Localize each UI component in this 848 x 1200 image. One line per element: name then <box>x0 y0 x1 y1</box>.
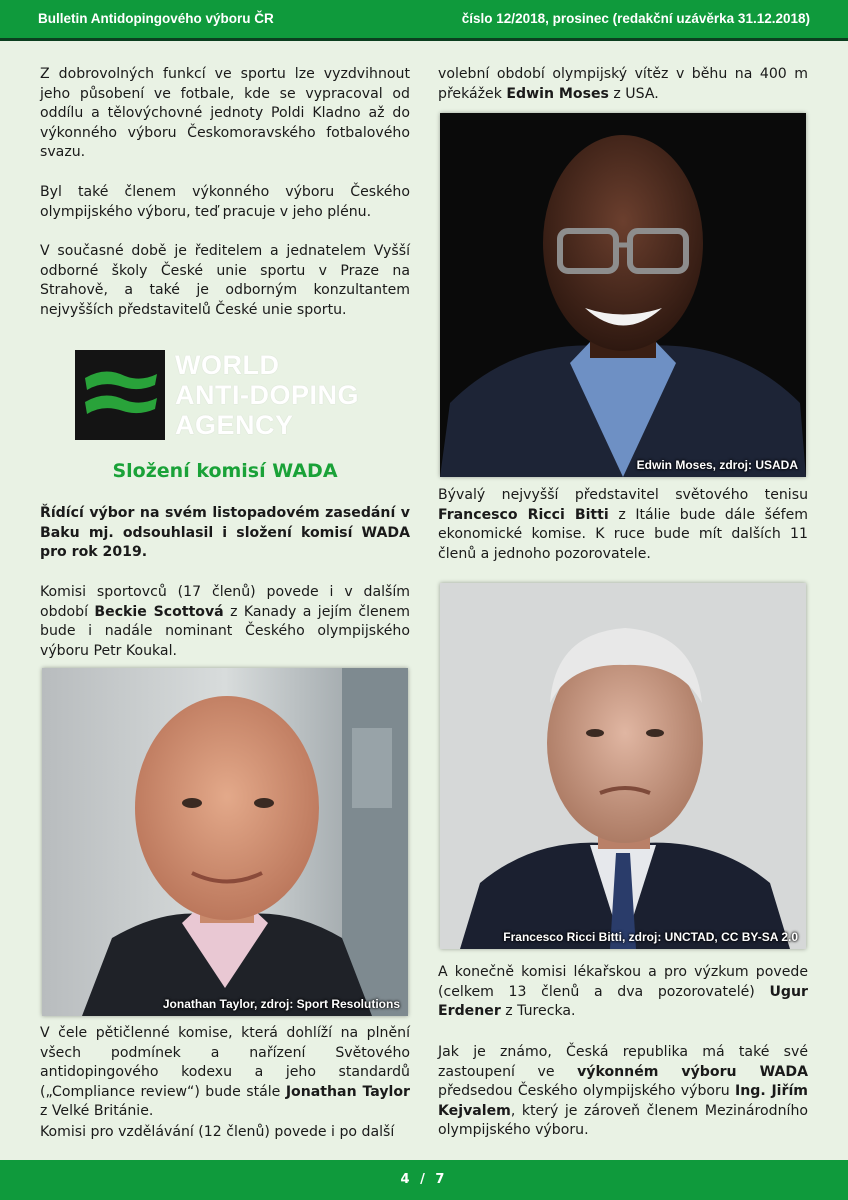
left-paragraph-5: Komisi sportovců (17 členů) povede i v dalším období Beckie Scottová z Kanady a jejím členem bude i nadále nominant Českého olympijského výboru Petr Koukal. <box>40 584 410 659</box>
photo-edwin-moses <box>440 113 806 477</box>
right-paragraph-3: A konečně komisi lékařskou a pro výzkum povede (celkem 13 členů a dva pozorovatelé) Ugur Erdener z Turecka. <box>438 964 808 1020</box>
photo-francesco-ricci-bitti <box>440 583 806 949</box>
left-paragraph-7: Komisi pro vzdělávání (12 členů) povede i po další <box>40 1124 395 1140</box>
left-paragraph-6: V čele pětičlenné komise, která dohlíží na plnění všech podmínek a nařízení Světového antidopingového kodexu a jeho standardů („Compliance review“) bude stále Jonathan Taylor z Velké Británie. <box>40 1025 411 1120</box>
page-number: 4 / 7 <box>400 1172 448 1187</box>
right-paragraph-2: Bývalý nejvyšší představitel světového tenisu Francesco Ricci Bitti z Itálie bude dále šéfem ekonomické komise. K ruce bude mít dalších 11 členů a jednoho pozorovatele. <box>438 487 808 562</box>
photo-caption: Francesco Ricci Bitti, zdroj: UNCTAD, CC BY-SA 2.0 <box>503 930 798 944</box>
left-paragraph-3: V současné době je ředitelem a jednatelem Vyšší odborné školy České unie sportu v Praze na Strahově, a také je odborným konzultantem nejvyšších představitelů České unie sportu. <box>40 243 410 318</box>
issue-info: číslo 12/2018, prosinec (redakční uzávěrka 31.12.2018) <box>461 11 810 26</box>
wada-logo-text: WORLD ANTI-DOPING AGENCY <box>175 350 359 440</box>
photo-caption: Edwin Moses, zdroj: USADA <box>636 458 798 472</box>
wada-logo-mark-icon <box>75 350 165 440</box>
footer-bar <box>0 1160 848 1200</box>
bulletin-title: Bulletin Antidopingového výboru ČR <box>38 11 274 26</box>
left-paragraph-lead: Řídící výbor na svém listopadovém zasedání v Baku mj. odsouhlasil i složení komisí WADA pro rok 2019. <box>40 505 410 561</box>
section-heading: Složení komisí WADA <box>112 460 338 482</box>
right-paragraph-1: volební období olympijský vítěz v běhu na 400 m překážek Edwin Moses z USA. <box>438 66 808 102</box>
photo-jonathan-taylor <box>42 668 408 1016</box>
header-bar <box>0 0 848 41</box>
wada-logo <box>75 350 370 440</box>
left-paragraph-2: Byl také členem výkonného výboru Českého olympijského výboru, teď pracuje v jeho plénu. <box>40 184 410 220</box>
left-paragraph-1: Z dobrovolných funkcí ve sportu lze vyzdvihnout jeho působení ve fotbale, kde se vypracoval od oddílu a tělovýchovné jednoty Poldi Kladno až do výkonného výboru Českomoravského fotbalového svazu. <box>40 66 410 161</box>
right-paragraph-4: Jak je známo, Česká republika má také své zastoupení ve výkonném výboru WADA předsedou Českého olympijského výboru Ing. Jiřím Kejvalem, který je zároveň členem Mezinárodního olympijského výboru. <box>438 1044 808 1139</box>
photo-caption: Jonathan Taylor, zdroj: Sport Resolutions <box>162 997 400 1011</box>
